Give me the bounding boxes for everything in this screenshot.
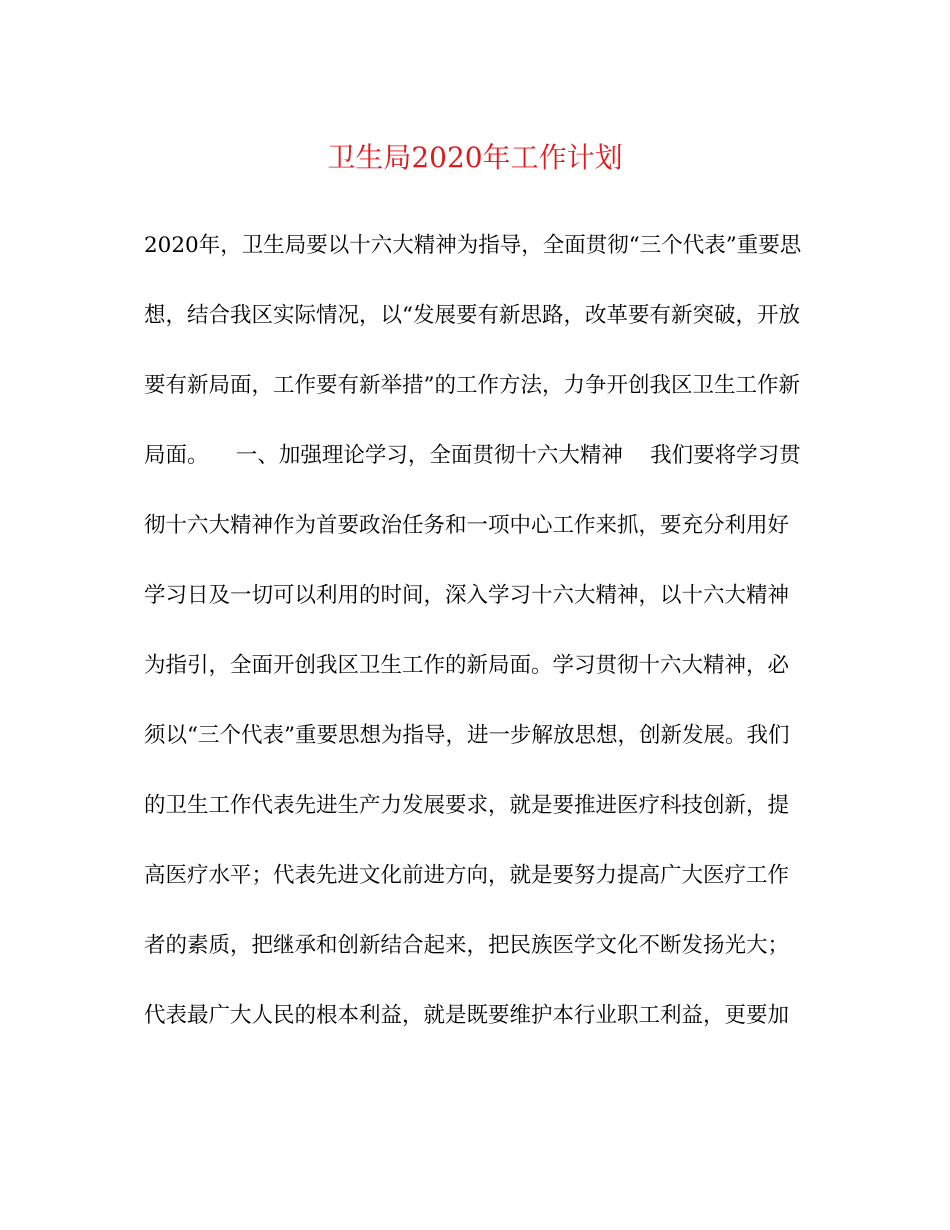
body-line: 局面。 一、加强理论学习，全面贯彻十六大精神 我们要将学习贯: [144, 443, 801, 468]
body-line: 代表最广大人民的根本利益，就是既要维护本行业职工利益，更要加: [144, 1003, 790, 1028]
document-title: 卫生局2020年工作计划: [327, 141, 623, 174]
body-line: 彻十六大精神作为首要政治任务和一项中心工作来抓，要充分利用好: [144, 513, 790, 538]
body-line: 想，结合我区实际情况，以“发展要有新思路，改革要有新突破，开放: [144, 303, 800, 328]
body-line: 2020年，卫生局要以十六大精神为指导，全面贯彻“三个代表”重要思: [144, 233, 802, 258]
body-line: 为指引，全面开创我区卫生工作的新局面。学习贯彻十六大精神，必: [144, 653, 790, 678]
body-line: 者的素质，把继承和创新结合起来，把民族医学文化不断发扬光大；: [144, 933, 790, 958]
body-line: 高医疗水平；代表先进文化前进方向，就是要努力提高广大医疗工作: [144, 863, 790, 888]
body-line: 的卫生工作代表先进生产力发展要求，就是要推进医疗科技创新，提: [144, 793, 790, 818]
body-line: 要有新局面，工作要有新举措”的工作方法，力争开创我区卫生工作新: [144, 373, 800, 398]
body-line: 须以“三个代表”重要思想为指导，进一步解放思想，创新发展。我们: [144, 723, 790, 748]
body-line: 学习日及一切可以利用的时间，深入学习十六大精神，以十六大精神: [144, 583, 790, 608]
